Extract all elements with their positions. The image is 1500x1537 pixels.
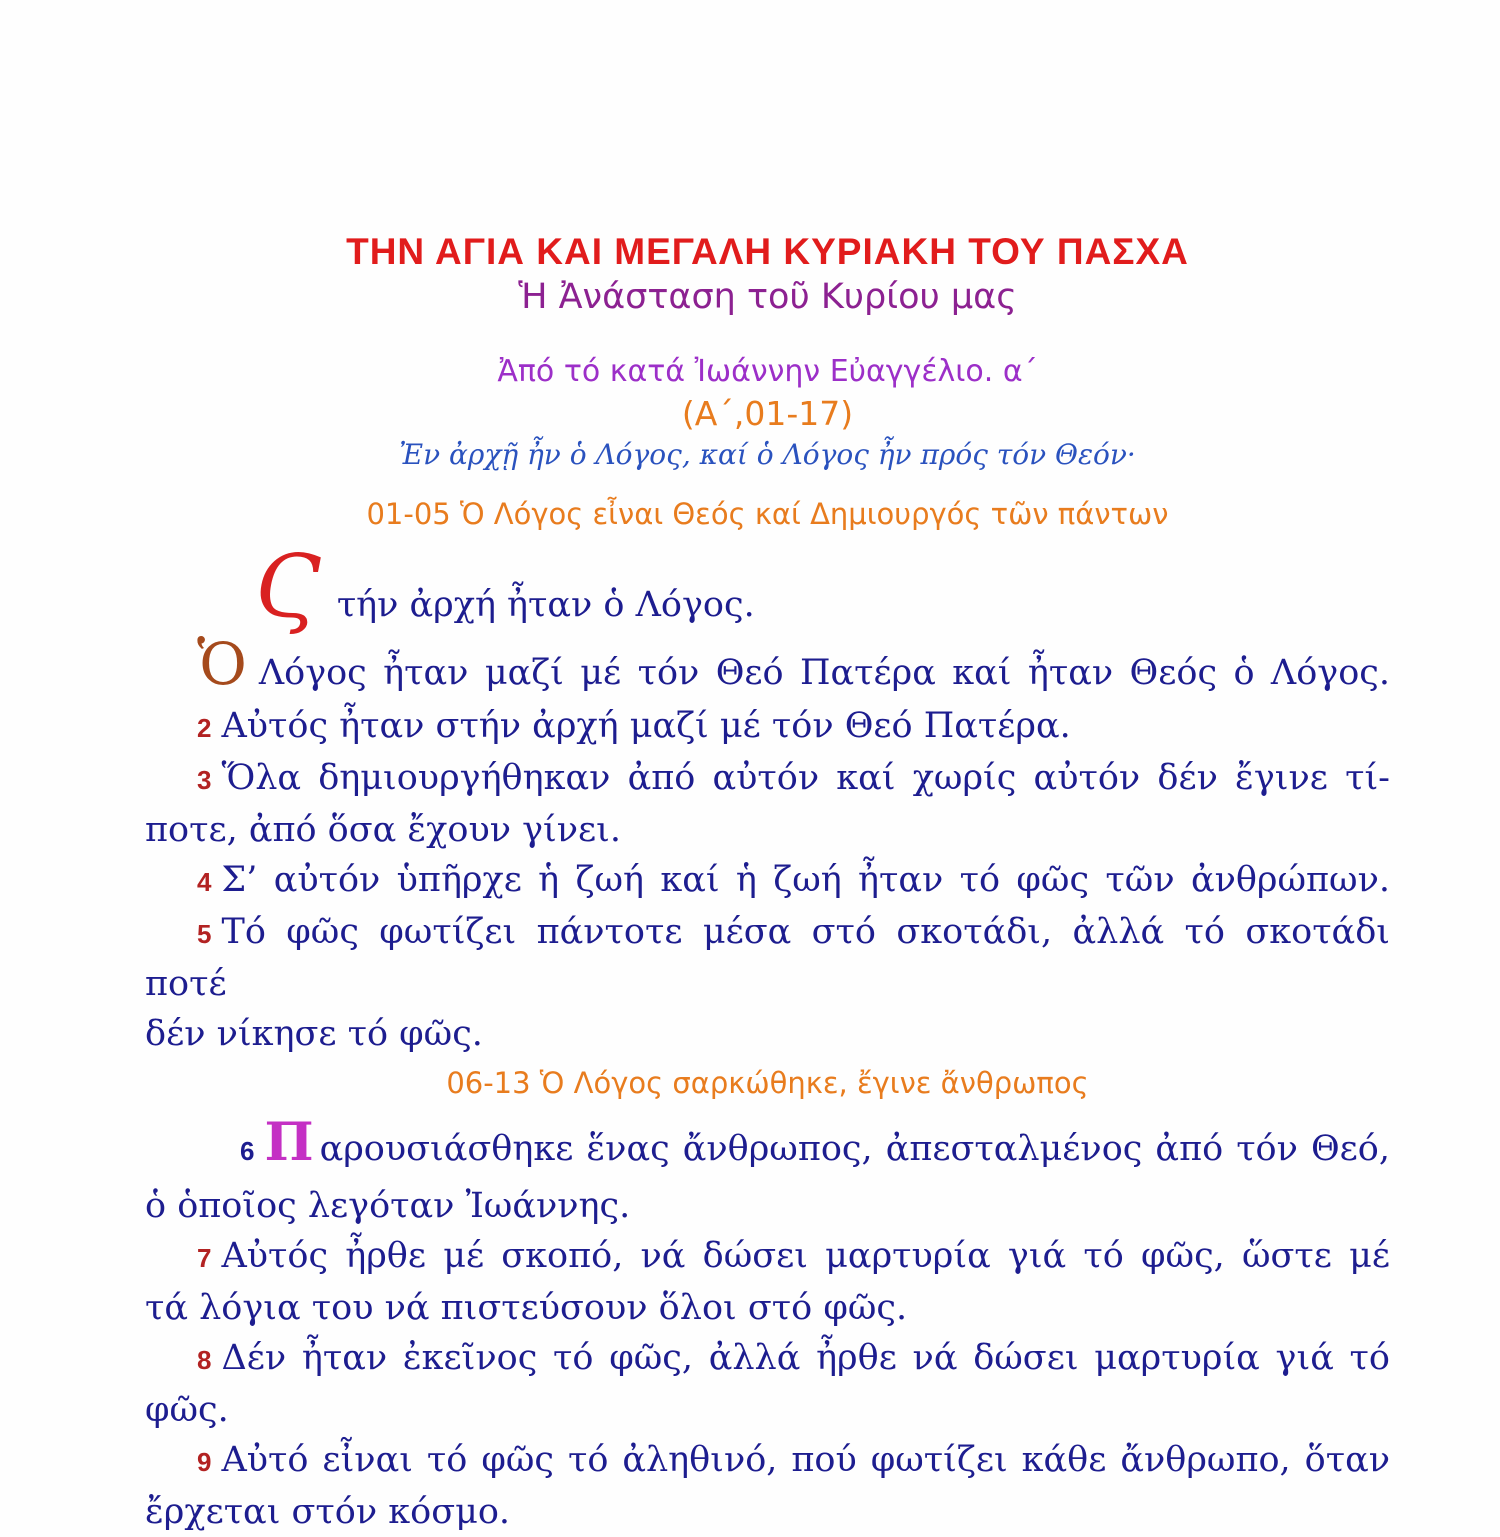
verse-line: δέν νίκησε τό φῶς. bbox=[145, 1014, 483, 1054]
reference-line: (Α´,01-17) bbox=[681, 394, 854, 433]
verse-number: 8 bbox=[197, 1345, 212, 1375]
verse-line: Ὅλα δημιουργήθηκαν ἀπό αὐτόν καί χωρίς αὐτόν δέν ἔγινε τί- bbox=[221, 758, 1390, 798]
verse bbox=[145, 1333, 1390, 1435]
verse-number: 5 bbox=[197, 919, 212, 949]
verse-line: τήν ἀρχή ἦταν ὁ Λόγος. bbox=[336, 585, 755, 625]
verse-number: 6 bbox=[240, 1136, 255, 1166]
verse-line: Σ’ αὐτόν ὑπῆρχε ἡ ζωή καί ἡ ζωή ἦταν τό φῶς τῶν ἀνθρώπων. bbox=[221, 860, 1390, 900]
verse-line: Αὐτό εἶναι τό φῶς τό ἀληθινό, πού φωτίζει κάθε ἄνθρωπο, ὅταν bbox=[221, 1440, 1390, 1480]
verse bbox=[145, 1113, 1390, 1231]
verse bbox=[145, 701, 1390, 753]
verse-line: Λόγος ἦταν μαζί μέ τόν Θεό Πατέρα καί ἦταν Θεός ὁ Λόγος. bbox=[258, 653, 1390, 693]
verse-line: ἔρχεται στόν κόσμο. bbox=[145, 1492, 511, 1532]
verse-line: Δέν ἦταν ἐκεῖνος τό φῶς, ἀλλά ἦρθε νά δώσει μαρτυρία γιά τό bbox=[221, 1338, 1390, 1378]
verse-line: ποτε, ἀπό ὅσα ἔχουν γίνει. bbox=[145, 810, 622, 850]
verse bbox=[145, 753, 1390, 855]
verse bbox=[145, 907, 1390, 1059]
verse-number: 7 bbox=[197, 1243, 212, 1273]
section-heading: 01-05 Ὁ Λόγος εἶναι Θεός καί Δημιουργός τῶν πάντων bbox=[366, 497, 1169, 531]
verse-number: 2 bbox=[197, 713, 212, 743]
verse bbox=[145, 1231, 1390, 1333]
verse-line: φῶς. bbox=[145, 1390, 229, 1430]
verse bbox=[145, 630, 1390, 701]
page-subtitle: Ἡ Ἀνάσταση τοῦ Κυρίου μας bbox=[518, 277, 1017, 317]
ornate-dropcap-initial: Ϛ bbox=[255, 537, 321, 637]
verse-line: Αὐτός ἦταν στήν ἀρχή μαζί μέ τόν Θεό Πατέρα. bbox=[221, 706, 1071, 746]
verse-line: αρουσιάσθηκε ἕνας ἄνθρωπος, ἀπεσταλμένος ἀπό τόν Θεό, bbox=[319, 1129, 1390, 1169]
magenta-initial: Π bbox=[264, 1112, 314, 1173]
document-page bbox=[145, 0, 1390, 1537]
verse-line: Τό φῶς φωτίζει πάντοτε μέσα στό σκοτάδι, ἀλλά τό σκοτάδι ποτέ bbox=[145, 912, 1390, 1004]
verse-line: τά λόγια του νά πιστεύσουν ὅλοι στό φῶς. bbox=[145, 1288, 908, 1328]
verse-line: ὁ ὁποῖος λεγόταν Ἰωάννης. bbox=[145, 1186, 631, 1226]
page-title: ΤΗΝ ΑΓΙΑ ΚΑΙ ΜΕΓΑΛΗ ΚΥΡΙΑΚΗ ΤΟΥ ΠΑΣΧΑ bbox=[346, 231, 1189, 272]
verse bbox=[145, 1435, 1390, 1537]
brown-initial: Ὁ bbox=[197, 630, 247, 698]
section-heading: 06-13 Ὁ Λόγος σαρκώθηκε, ἔγινε ἄνθρωπος bbox=[446, 1066, 1089, 1100]
opening-paragraph bbox=[145, 537, 1390, 637]
source-line: Ἀπό τό κατά Ἰωάννην Εὐαγγέλιο. α´ bbox=[497, 354, 1038, 389]
verse-number: 9 bbox=[197, 1447, 212, 1477]
incipit-line: Ἐν ἀρχῇ ἦν ὁ Λόγος, καί ὁ Λόγος ἦν πρός τόν Θεόν· bbox=[399, 438, 1136, 471]
verse-number: 3 bbox=[197, 765, 212, 795]
verse-line: Αὐτός ἦρθε μέ σκοπό, νά δώσει μαρτυρία γιά τό φῶς, ὥστε μέ bbox=[221, 1236, 1390, 1276]
verse bbox=[145, 855, 1390, 907]
verse-number: 4 bbox=[197, 867, 212, 897]
